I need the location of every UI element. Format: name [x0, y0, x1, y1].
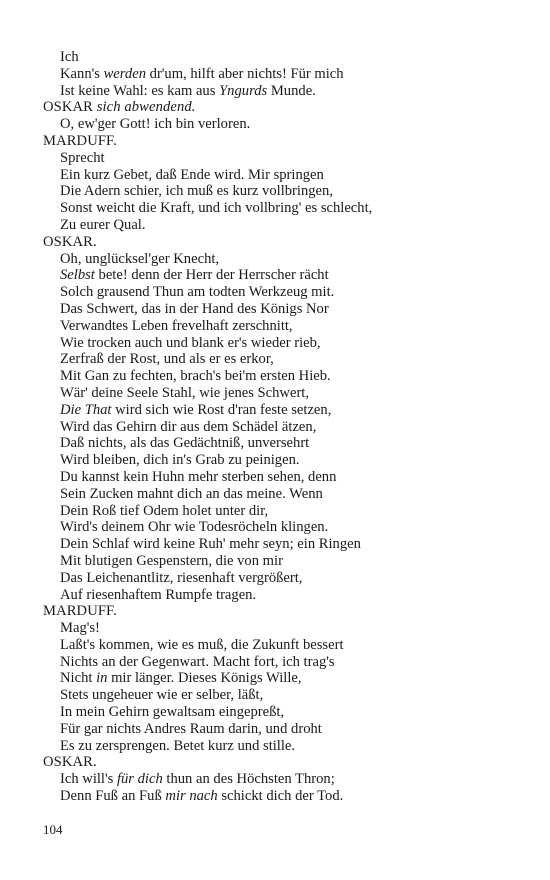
- verse-line: [43, 771, 523, 788]
- verse-line: [43, 637, 523, 654]
- verse-line: [43, 217, 523, 234]
- text-segment: OSKAR.: [43, 754, 97, 771]
- verse-line: [43, 402, 523, 419]
- text-segment: Mit blutigen Gespenstern, die von mir: [60, 552, 283, 569]
- text-segment: Ich will's: [60, 771, 117, 788]
- text-segment: Es zu zersprengen. Betet kurz und stille.: [60, 737, 296, 754]
- italic-segment: sich abwendend.: [96, 99, 196, 116]
- verse-line: [43, 251, 523, 268]
- verse-line: [43, 587, 523, 604]
- speaker-line: [43, 133, 523, 150]
- text-segment: Munde.: [267, 82, 316, 99]
- play-text: [43, 49, 523, 805]
- verse-line: [43, 788, 523, 805]
- italic-segment: für dich: [116, 771, 163, 788]
- text-segment: thun an des Höchsten Thron;: [162, 771, 335, 788]
- speaker-line: [43, 99, 523, 116]
- verse-line: [43, 435, 523, 452]
- verse-line: [43, 738, 523, 755]
- verse-line: [43, 486, 523, 503]
- text-segment: Oh, unglücksel'ger Knecht,: [60, 250, 220, 267]
- text-segment: Zu eurer Qual.: [60, 216, 146, 233]
- text-segment: Wie trocken auch und blank er's wieder rieb,: [60, 334, 321, 351]
- text-segment: MARDUFF.: [43, 603, 117, 620]
- verse-line: [43, 452, 523, 469]
- text-segment: Die Adern schier, ich muß es kurz vollbringen,: [60, 183, 333, 200]
- text-segment: Auf riesenhaftem Rumpfe tragen.: [60, 586, 257, 603]
- verse-line: [43, 66, 523, 83]
- text-segment: Daß nichts, als das Gedächtniß, unversehrt: [60, 435, 310, 452]
- text-segment: Ein kurz Gebet, daß Ende wird. Mir springen: [60, 166, 324, 183]
- text-segment: Kann's: [60, 65, 104, 82]
- verse-line: [43, 704, 523, 721]
- text-segment: Wird das Gehirn dir aus dem Schädel ätzen,: [60, 418, 317, 435]
- italic-segment: mir nach: [165, 788, 218, 805]
- text-segment: Dein Roß tief Odem holet unter dir,: [60, 502, 269, 519]
- italic-segment: Yngurds: [219, 82, 268, 99]
- text-segment: Du kannst kein Huhn mehr sterben sehen, denn: [60, 468, 337, 485]
- text-segment: Verwandtes Leben frevelhaft zerschnitt,: [60, 317, 293, 334]
- text-segment: Mit Gan zu fechten, brach's bei'm ersten Hieb.: [60, 368, 331, 385]
- text-segment: Mag's!: [60, 620, 100, 637]
- text-segment: In mein Gehirn gewaltsam eingepreßt,: [60, 704, 285, 721]
- text-segment: OSKAR.: [43, 233, 97, 250]
- verse-line: [43, 167, 523, 184]
- verse-line: [43, 620, 523, 637]
- text-segment: Wär' deine Seele Stahl, wie jenes Schwert,: [60, 384, 310, 401]
- verse-line: [43, 351, 523, 368]
- text-segment: Sprecht: [60, 149, 105, 166]
- text-segment: Sonst weicht die Kraft, und ich vollbring' es schlecht,: [60, 200, 373, 217]
- verse-line: [43, 503, 523, 520]
- text-segment: Laßt's kommen, wie es muß, die Zukunft bessert: [60, 636, 344, 653]
- speaker-line: [43, 603, 523, 620]
- verse-line: [43, 284, 523, 301]
- italic-segment: in: [96, 670, 108, 687]
- verse-line: [43, 721, 523, 738]
- verse-line: [43, 519, 523, 536]
- text-segment: MARDUFF.: [43, 132, 117, 149]
- verse-line: [43, 267, 523, 284]
- text-segment: Solch grausend Thun am todten Werkzeug mit.: [60, 284, 335, 301]
- text-segment: bete! denn der Herr der Herrscher rächt: [94, 267, 329, 284]
- text-segment: schickt dich der Tod.: [217, 788, 344, 805]
- text-segment: Für gar nichts Andres Raum darin, und droht: [60, 720, 322, 737]
- verse-line: [43, 200, 523, 217]
- verse-line: [43, 318, 523, 335]
- verse-line: [43, 368, 523, 385]
- text-segment: Sein Zucken mahnt dich an das meine. Wenn: [60, 485, 323, 502]
- text-segment: dr'um, hilft aber nichts! Für mich: [146, 65, 344, 82]
- verse-line: [43, 335, 523, 352]
- verse-line: [43, 301, 523, 318]
- text-segment: Wird's deinem Ohr wie Todesröcheln klingen.: [60, 519, 329, 536]
- speaker-line: [43, 234, 523, 251]
- text-segment: Dein Schlaf wird keine Ruh' mehr seyn; ein Ringen: [60, 536, 361, 553]
- verse-line: [43, 150, 523, 167]
- text-segment: Wird bleiben, dich in's Grab zu peinigen.: [60, 452, 300, 469]
- text-segment: Zerfraß der Rost, und als er es erkor,: [60, 351, 274, 368]
- verse-line: [43, 570, 523, 587]
- italic-segment: Selbst: [60, 267, 95, 284]
- verse-line: [43, 385, 523, 402]
- text-segment: Ist keine Wahl: es kam aus: [60, 82, 220, 99]
- text-segment: Stets ungeheuer wie er selber, läßt,: [60, 687, 264, 704]
- text-segment: OSKAR: [43, 99, 97, 116]
- text-segment: wird sich wie Rost d'ran feste setzen,: [111, 401, 332, 418]
- page-number: 104: [43, 822, 63, 837]
- italic-segment: Die That: [60, 401, 112, 418]
- speaker-line: [43, 754, 523, 771]
- verse-line: [43, 654, 523, 671]
- text-segment: Nicht: [60, 670, 97, 687]
- verse-line: [43, 553, 523, 570]
- italic-segment: werden: [103, 65, 146, 82]
- text-segment: Ich: [60, 49, 79, 65]
- verse-line: [43, 116, 523, 133]
- verse-line: [43, 536, 523, 553]
- text-segment: Denn Fuß an Fuß: [60, 788, 166, 805]
- text-segment: Nichts an der Gegenwart. Macht fort, ich trag's: [60, 653, 335, 670]
- text-segment: Das Leichenantlitz, riesenhaft vergrößert,: [60, 569, 303, 586]
- text-segment: Das Schwert, das in der Hand des Königs Nor: [60, 300, 329, 317]
- text-segment: mir länger. Dieses Königs Wille,: [107, 670, 302, 687]
- verse-line: [43, 469, 523, 486]
- verse-line: [43, 49, 523, 66]
- verse-line: [43, 687, 523, 704]
- verse-line: [43, 83, 523, 100]
- verse-line: [43, 670, 523, 687]
- verse-line: [43, 183, 523, 200]
- text-segment: O, ew'ger Gott! ich bin verloren.: [60, 116, 251, 133]
- verse-line: [43, 419, 523, 436]
